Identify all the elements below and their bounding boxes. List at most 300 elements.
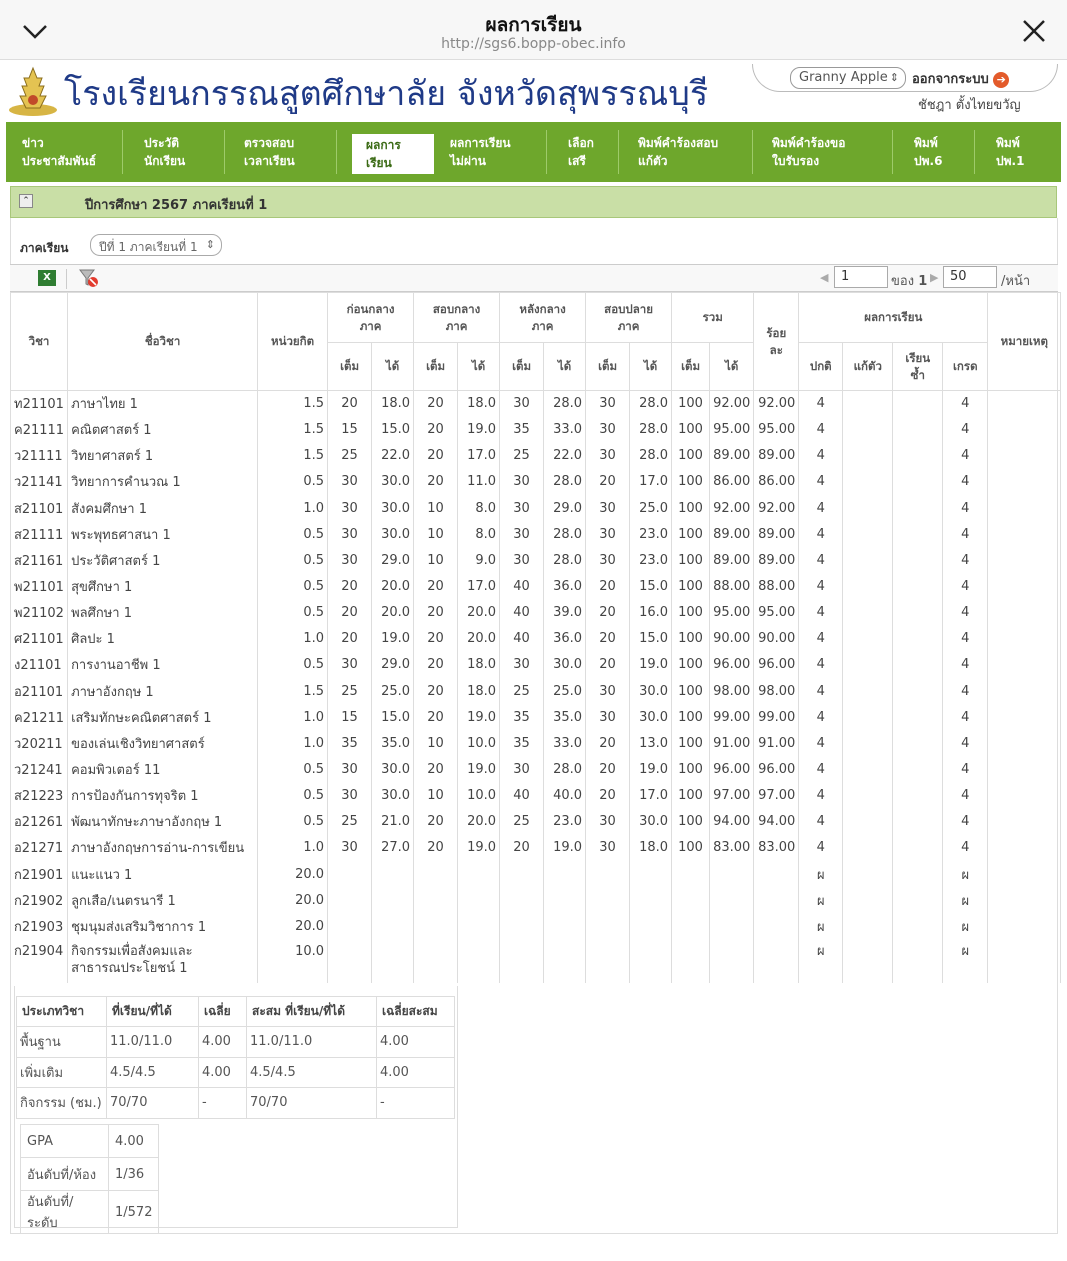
table-row bbox=[11, 391, 1061, 417]
cell-tf: 100 bbox=[672, 417, 710, 443]
cell-repeat bbox=[893, 547, 943, 573]
cell-normal: 4 bbox=[799, 652, 843, 678]
cell-normal: 4 bbox=[799, 809, 843, 835]
page-of-text: ของ bbox=[891, 274, 915, 289]
cell-retest bbox=[843, 887, 893, 913]
nav-grades-active[interactable] bbox=[352, 134, 434, 174]
cell-tg: 86.00 bbox=[710, 469, 754, 495]
cell-name: ศิลปะ 1 bbox=[68, 626, 258, 652]
th-code[interactable]: วิชา bbox=[11, 293, 68, 391]
cell-credit: 1.0 bbox=[258, 626, 328, 652]
cell-grade: 4 bbox=[943, 495, 988, 521]
nav-separator bbox=[892, 130, 893, 174]
cell-c3: 40 bbox=[500, 600, 544, 626]
cell-s2 bbox=[458, 861, 500, 887]
page-size-input[interactable]: 50 bbox=[943, 266, 997, 288]
cell-remark bbox=[988, 521, 1061, 547]
cell-s3: 23.0 bbox=[544, 809, 586, 835]
cell-name: ชุมนุมส่งเสริมวิชาการ 1 bbox=[68, 913, 258, 939]
cell-s2: 20.0 bbox=[458, 809, 500, 835]
nav-failed-grades[interactable]: ผลการเรียน ไม่ผ่าน bbox=[450, 136, 511, 168]
cell-tg: 96.00 bbox=[710, 756, 754, 782]
gpa-label: GPA bbox=[21, 1125, 109, 1158]
cell-s2: 9.0 bbox=[458, 547, 500, 573]
th-percent[interactable]: ร้อย ละ bbox=[754, 293, 799, 391]
cell-grade: 4 bbox=[943, 600, 988, 626]
cell-tg: 88.00 bbox=[710, 573, 754, 599]
cell-pct: 90.00 bbox=[754, 626, 799, 652]
cell-remark bbox=[988, 809, 1061, 835]
cell-tg bbox=[710, 939, 754, 983]
cell-c1: 20 bbox=[328, 573, 372, 599]
prev-page-icon[interactable]: ◀ bbox=[820, 271, 829, 284]
cell-c3: 40 bbox=[500, 626, 544, 652]
cell-s4: 18.0 bbox=[630, 835, 672, 861]
cell-s1: 15.0 bbox=[372, 704, 414, 730]
cell-repeat bbox=[893, 809, 943, 835]
cell-normal: 4 bbox=[799, 678, 843, 704]
cell-credit: 0.5 bbox=[258, 573, 328, 599]
cell-tg: 95.00 bbox=[710, 417, 754, 443]
cell-s1: 30.0 bbox=[372, 521, 414, 547]
cell-s3: 33.0 bbox=[544, 730, 586, 756]
cell-c2 bbox=[414, 913, 458, 939]
cell-grade: 4 bbox=[943, 704, 988, 730]
logout-button[interactable] bbox=[912, 68, 1009, 89]
cell-s2: 19.0 bbox=[458, 704, 500, 730]
cell-s4 bbox=[630, 861, 672, 887]
gpa-row bbox=[21, 1191, 159, 1234]
nav-grades[interactable]: ผลการ เรียน bbox=[366, 138, 401, 170]
th-credit[interactable]: หน่วยกิต bbox=[258, 293, 328, 391]
table-row bbox=[11, 469, 1061, 495]
cell-s3: 22.0 bbox=[544, 443, 586, 469]
nav-print-pp6[interactable]: พิมพ์ ปพ.6 bbox=[914, 136, 943, 168]
cell-retest bbox=[843, 678, 893, 704]
cell-pct: 88.00 bbox=[754, 573, 799, 599]
cell-s1: 29.0 bbox=[372, 652, 414, 678]
cell-credit: 0.5 bbox=[258, 783, 328, 809]
cell-tf bbox=[672, 861, 710, 887]
page-title: ผลการเรียน bbox=[485, 14, 582, 36]
cell-grade: 4 bbox=[943, 573, 988, 599]
cell-remark bbox=[988, 652, 1061, 678]
th-full: เต็ม bbox=[586, 343, 630, 391]
cell-normal: 4 bbox=[799, 835, 843, 861]
cell-tf: 100 bbox=[672, 756, 710, 782]
cell-grade: 4 bbox=[943, 678, 988, 704]
term-select[interactable] bbox=[90, 234, 222, 256]
cell-c3: 30 bbox=[500, 391, 544, 417]
cell-c2: 20 bbox=[414, 417, 458, 443]
summary-cell: 70/70 bbox=[247, 1088, 377, 1119]
th-got: ได้ bbox=[710, 343, 754, 391]
cell-tf: 100 bbox=[672, 783, 710, 809]
cell-name: คอมพิวเตอร์ 11 bbox=[68, 756, 258, 782]
cell-s1: 30.0 bbox=[372, 495, 414, 521]
cell-s3: 28.0 bbox=[544, 391, 586, 417]
table-row bbox=[11, 495, 1061, 521]
th-name[interactable]: ชื่อวิชา bbox=[68, 293, 258, 391]
cell-s4: 30.0 bbox=[630, 704, 672, 730]
cell-c1: 20 bbox=[328, 600, 372, 626]
collapse-icon[interactable]: ⌃ bbox=[19, 194, 33, 208]
summary-row bbox=[17, 1027, 455, 1058]
nav-print-retest[interactable]: พิมพ์คำร้องสอบ แก้ตัว bbox=[638, 136, 719, 168]
cell-tg: 91.00 bbox=[710, 730, 754, 756]
cell-remark bbox=[988, 939, 1061, 983]
cell-credit: 0.5 bbox=[258, 469, 328, 495]
cell-s1: 27.0 bbox=[372, 835, 414, 861]
cell-credit: 1.0 bbox=[258, 495, 328, 521]
gpa-value: 1/572 bbox=[109, 1191, 159, 1234]
cell-tg bbox=[710, 887, 754, 913]
cell-pct: 92.00 bbox=[754, 391, 799, 417]
cell-s1: 20.0 bbox=[372, 600, 414, 626]
cell-tf: 100 bbox=[672, 730, 710, 756]
cell-s2: 20.0 bbox=[458, 626, 500, 652]
cell-c2: 20 bbox=[414, 678, 458, 704]
table-row bbox=[11, 756, 1061, 782]
cell-name: พลศึกษา 1 bbox=[68, 600, 258, 626]
cell-repeat bbox=[893, 861, 943, 887]
term-label: ภาคเรียน bbox=[20, 241, 69, 255]
cell-c2 bbox=[414, 887, 458, 913]
cell-c3: 35 bbox=[500, 417, 544, 443]
cell-tg: 89.00 bbox=[710, 443, 754, 469]
th-result: ผลการเรียน bbox=[799, 293, 988, 343]
cell-grade: 4 bbox=[943, 835, 988, 861]
nav-separator bbox=[122, 130, 123, 174]
table-row bbox=[11, 704, 1061, 730]
cell-name: ลูกเสือ/เนตรนารี 1 bbox=[68, 887, 258, 913]
cell-s3 bbox=[544, 861, 586, 887]
toolbar-separator bbox=[66, 269, 67, 289]
cell-tf: 100 bbox=[672, 704, 710, 730]
cell-grade: 4 bbox=[943, 730, 988, 756]
cell-c3: 30 bbox=[500, 469, 544, 495]
user-selector-label: Granny Apple bbox=[799, 70, 888, 85]
cell-s4: 13.0 bbox=[630, 730, 672, 756]
clear-filter-icon[interactable] bbox=[78, 268, 100, 288]
cell-s2 bbox=[458, 939, 500, 983]
cell-c1 bbox=[328, 887, 372, 913]
nav-print-pp1[interactable]: พิมพ์ ปพ.1 bbox=[996, 136, 1025, 168]
cell-code: ก21901 bbox=[11, 861, 68, 887]
cell-s1: 21.0 bbox=[372, 809, 414, 835]
cell-c2: 10 bbox=[414, 521, 458, 547]
cell-credit: 1.5 bbox=[258, 391, 328, 417]
cell-credit: 0.5 bbox=[258, 756, 328, 782]
gpa-label: อันดับที่/ห้อง bbox=[21, 1158, 109, 1191]
cell-credit: 0.5 bbox=[258, 809, 328, 835]
cell-s4: 17.0 bbox=[630, 783, 672, 809]
cell-repeat bbox=[893, 887, 943, 913]
cell-grade: 4 bbox=[943, 391, 988, 417]
th-pre-mid: ก่อนกลาง ภาค bbox=[328, 293, 414, 343]
cell-c1: 30 bbox=[328, 547, 372, 573]
cell-c1: 30 bbox=[328, 652, 372, 678]
cell-grade: 4 bbox=[943, 443, 988, 469]
cell-s4: 17.0 bbox=[630, 469, 672, 495]
cell-tf: 100 bbox=[672, 391, 710, 417]
table-row bbox=[11, 573, 1061, 599]
cell-credit: 1.5 bbox=[258, 678, 328, 704]
cell-c1: 30 bbox=[328, 783, 372, 809]
nav-separator bbox=[618, 130, 619, 174]
summary-cell: 11.0/11.0 bbox=[107, 1027, 199, 1058]
cell-s4: 19.0 bbox=[630, 652, 672, 678]
cell-s1: 22.0 bbox=[372, 443, 414, 469]
cell-name: แนะแนว 1 bbox=[68, 861, 258, 887]
cell-tf: 100 bbox=[672, 809, 710, 835]
close-icon[interactable] bbox=[1021, 18, 1047, 44]
cell-c1: 25 bbox=[328, 678, 372, 704]
cell-grade: 4 bbox=[943, 417, 988, 443]
cell-retest bbox=[843, 913, 893, 939]
th-final: สอบปลาย ภาค bbox=[586, 293, 672, 343]
cell-c4 bbox=[586, 861, 630, 887]
cell-c1: 30 bbox=[328, 469, 372, 495]
cell-c2: 10 bbox=[414, 495, 458, 521]
summary-body bbox=[17, 1027, 455, 1119]
term-select-value: ปีที่ 1 ภาคเรียนที่ 1 bbox=[99, 240, 198, 254]
grades-body bbox=[11, 391, 1061, 984]
cell-normal: ผ bbox=[799, 939, 843, 983]
cell-s2: 19.0 bbox=[458, 756, 500, 782]
cell-tf: 100 bbox=[672, 652, 710, 678]
cell-retest bbox=[843, 443, 893, 469]
gpa-row bbox=[21, 1158, 159, 1191]
cell-tf: 100 bbox=[672, 495, 710, 521]
cell-pct: 99.00 bbox=[754, 704, 799, 730]
cell-retest bbox=[843, 469, 893, 495]
cell-s4: 28.0 bbox=[630, 417, 672, 443]
cell-c2: 20 bbox=[414, 835, 458, 861]
cell-tg bbox=[710, 861, 754, 887]
cell-s2: 19.0 bbox=[458, 417, 500, 443]
nav-separator bbox=[224, 130, 225, 174]
cell-name: วิทยาการคำนวณ 1 bbox=[68, 469, 258, 495]
cell-s3: 30.0 bbox=[544, 652, 586, 678]
cell-code: อ21101 bbox=[11, 678, 68, 704]
cell-credit: 0.5 bbox=[258, 547, 328, 573]
cell-code: ว20211 bbox=[11, 730, 68, 756]
cell-c2: 20 bbox=[414, 469, 458, 495]
cell-normal: ผ bbox=[799, 861, 843, 887]
cell-tf: 100 bbox=[672, 547, 710, 573]
cell-s2: 10.0 bbox=[458, 783, 500, 809]
cell-s4: 16.0 bbox=[630, 600, 672, 626]
th-full: เต็ม bbox=[672, 343, 710, 391]
user-full-name: ชัชฎา ตั้งไทยขวัญ bbox=[918, 98, 1021, 113]
cell-pct: 96.00 bbox=[754, 652, 799, 678]
gpa-row bbox=[21, 1125, 159, 1158]
cell-normal: ผ bbox=[799, 913, 843, 939]
cell-s1 bbox=[372, 913, 414, 939]
cell-c2 bbox=[414, 939, 458, 983]
cell-c2: 20 bbox=[414, 809, 458, 835]
summary-table bbox=[16, 996, 455, 1119]
cell-name: คณิตศาสตร์ 1 bbox=[68, 417, 258, 443]
user-selector[interactable] bbox=[790, 67, 906, 89]
excel-export-icon[interactable]: X bbox=[38, 270, 56, 286]
cell-retest bbox=[843, 626, 893, 652]
cell-remark bbox=[988, 417, 1061, 443]
year-bar bbox=[10, 186, 1057, 218]
th-got: ได้ bbox=[544, 343, 586, 391]
cell-remark bbox=[988, 547, 1061, 573]
cell-s4: 28.0 bbox=[630, 391, 672, 417]
cell-credit: 20.0 bbox=[258, 887, 328, 913]
cell-normal: ผ bbox=[799, 887, 843, 913]
school-crest-icon bbox=[6, 64, 60, 118]
th-grade: เกรด bbox=[943, 343, 988, 391]
cell-tg: 90.00 bbox=[710, 626, 754, 652]
table-row bbox=[11, 835, 1061, 861]
cell-s2: 17.0 bbox=[458, 443, 500, 469]
cell-c1 bbox=[328, 861, 372, 887]
cell-c1: 30 bbox=[328, 521, 372, 547]
summary-cell: 4.5/4.5 bbox=[247, 1057, 377, 1088]
table-row bbox=[11, 678, 1061, 704]
cell-tg: 97.00 bbox=[710, 783, 754, 809]
cell-c4: 30 bbox=[586, 835, 630, 861]
cell-remark bbox=[988, 469, 1061, 495]
cell-remark bbox=[988, 783, 1061, 809]
page-number-input[interactable]: 1 bbox=[834, 266, 888, 288]
cell-s3: 25.0 bbox=[544, 678, 586, 704]
cell-name: เสริมทักษะคณิตศาสตร์ 1 bbox=[68, 704, 258, 730]
cell-repeat bbox=[893, 521, 943, 547]
cell-c1: 30 bbox=[328, 756, 372, 782]
cell-name: ของเล่นเชิงวิทยาศาสตร์ bbox=[68, 730, 258, 756]
th-normal: ปกติ bbox=[799, 343, 843, 391]
summary-cell: 4.00 bbox=[377, 1057, 455, 1088]
summary-cell: 4.00 bbox=[377, 1027, 455, 1058]
cell-s3: 28.0 bbox=[544, 521, 586, 547]
cell-name: พัฒนาทักษะภาษาอังกฤษ 1 bbox=[68, 809, 258, 835]
summary-header: ที่เรียน/ที่ได้ bbox=[107, 997, 199, 1027]
cell-normal: 4 bbox=[799, 391, 843, 417]
cell-name: วิทยาศาสตร์ 1 bbox=[68, 443, 258, 469]
cell-s4: 15.0 bbox=[630, 573, 672, 599]
cell-repeat bbox=[893, 835, 943, 861]
cell-name: พระพุทธศาสนา 1 bbox=[68, 521, 258, 547]
cell-tg: 99.00 bbox=[710, 704, 754, 730]
cell-normal: 4 bbox=[799, 600, 843, 626]
gpa-body bbox=[21, 1125, 159, 1234]
nav-print-certificate[interactable]: พิมพ์คำร้องขอ ใบรับรอง bbox=[772, 136, 846, 168]
table-row bbox=[11, 887, 1061, 913]
summary-header-row bbox=[17, 997, 455, 1027]
cell-c1: 20 bbox=[328, 626, 372, 652]
cell-repeat bbox=[893, 678, 943, 704]
cell-c1: 25 bbox=[328, 443, 372, 469]
grades-table bbox=[10, 292, 1061, 983]
cell-retest bbox=[843, 600, 893, 626]
cell-code: ส21223 bbox=[11, 783, 68, 809]
cell-tf: 100 bbox=[672, 600, 710, 626]
cell-s4: 25.0 bbox=[630, 495, 672, 521]
cell-remark bbox=[988, 678, 1061, 704]
nav-student-profile[interactable]: ประวัติ นักเรียน bbox=[144, 136, 186, 168]
cell-tg: 89.00 bbox=[710, 521, 754, 547]
arrow-right-icon: ➔ bbox=[993, 72, 1009, 88]
cell-c2: 20 bbox=[414, 704, 458, 730]
th-remark[interactable]: หมายเหตุ bbox=[988, 293, 1061, 391]
year-label: ปีการศึกษา 2567 ภาคเรียนที่ 1 bbox=[85, 198, 268, 213]
cell-s2 bbox=[458, 913, 500, 939]
next-page-icon[interactable]: ▶ bbox=[930, 271, 939, 284]
cell-credit: 1.5 bbox=[258, 443, 328, 469]
cell-c2: 20 bbox=[414, 626, 458, 652]
cell-normal: 4 bbox=[799, 756, 843, 782]
cell-c4: 30 bbox=[586, 391, 630, 417]
th-full: เต็ม bbox=[328, 343, 372, 391]
nav-news[interactable]: ข่าว ประชาสัมพันธ์ bbox=[22, 136, 97, 168]
th-full: เต็ม bbox=[414, 343, 458, 391]
table-row bbox=[11, 417, 1061, 443]
cell-c3: 40 bbox=[500, 573, 544, 599]
cell-retest bbox=[843, 573, 893, 599]
cell-tf bbox=[672, 939, 710, 983]
cell-remark bbox=[988, 495, 1061, 521]
nav-separator bbox=[752, 130, 753, 174]
cell-c4: 20 bbox=[586, 600, 630, 626]
cell-code: ง21101 bbox=[11, 652, 68, 678]
nav-elective[interactable]: เลือก เสรี bbox=[568, 136, 594, 168]
cell-s4: 23.0 bbox=[630, 547, 672, 573]
cell-credit: 20.0 bbox=[258, 861, 328, 887]
cell-credit: 0.5 bbox=[258, 600, 328, 626]
summary-header: เฉลี่ย bbox=[199, 997, 247, 1027]
cell-grade: 4 bbox=[943, 809, 988, 835]
cell-name: กิจกรรมเพื่อสังคมและสาธารณประโยชน์ 1 bbox=[68, 939, 258, 983]
cell-repeat bbox=[893, 783, 943, 809]
cell-tf: 100 bbox=[672, 835, 710, 861]
cell-s4 bbox=[630, 913, 672, 939]
cell-repeat bbox=[893, 939, 943, 983]
cell-s1: 25.0 bbox=[372, 678, 414, 704]
cell-pct: 86.00 bbox=[754, 469, 799, 495]
cell-tg bbox=[710, 913, 754, 939]
page-size-unit: /หน้า bbox=[1001, 274, 1031, 289]
cell-normal: 4 bbox=[799, 573, 843, 599]
cell-c2 bbox=[414, 861, 458, 887]
th-retest: แก้ตัว bbox=[843, 343, 893, 391]
cell-pct: 89.00 bbox=[754, 521, 799, 547]
cell-tf: 100 bbox=[672, 443, 710, 469]
cell-name: สุขศึกษา 1 bbox=[68, 573, 258, 599]
cell-grade: ผ bbox=[943, 939, 988, 983]
cell-s2: 18.0 bbox=[458, 391, 500, 417]
cell-tf: 100 bbox=[672, 626, 710, 652]
summary-cell: เพิ่มเติม bbox=[17, 1057, 107, 1088]
cell-retest bbox=[843, 861, 893, 887]
cell-s1: 20.0 bbox=[372, 573, 414, 599]
main-nav bbox=[6, 122, 1061, 182]
cell-repeat bbox=[893, 469, 943, 495]
cell-c4: 30 bbox=[586, 547, 630, 573]
cell-c3: 30 bbox=[500, 756, 544, 782]
cell-code: ส21111 bbox=[11, 521, 68, 547]
cell-repeat bbox=[893, 652, 943, 678]
nav-check-attendance[interactable]: ตรวจสอบ เวลาเรียน bbox=[244, 136, 295, 168]
cell-s3: 39.0 bbox=[544, 600, 586, 626]
table-row bbox=[11, 626, 1061, 652]
cell-tg: 98.00 bbox=[710, 678, 754, 704]
